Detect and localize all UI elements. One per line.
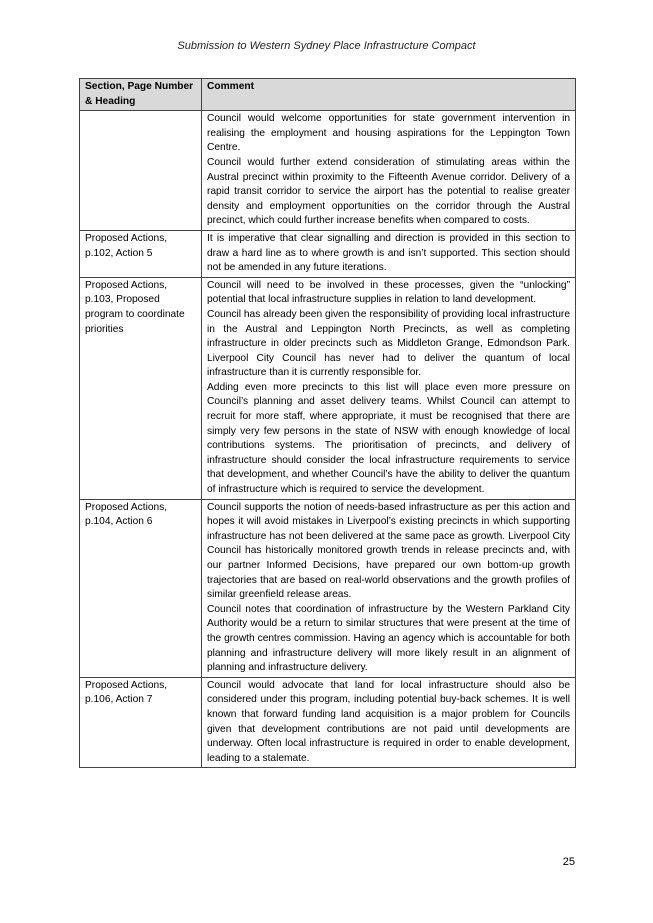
comment-paragraph: Council would welcome opportunities for state government intervention in realising the employment and housing aspirations for the Leppington Town Centre. xyxy=(207,113,570,154)
comment-cell xyxy=(202,230,576,277)
comment-paragraph: Adding even more precincts to this list will place even more pressure on Council’s planning and asset delivery teams. Whilst Council can attempt to recruit for more staff, where appropriate, it must be recognised that there are simply very few persons in the state of NSW with enough knowledge of local contributions systems. The prioritisation of precincts, and delivery of infrastructure should consider the local infrastructure requirements to service that development, and whether Council’s have the ability to deliver the quantum of infrastructure which is required to service the development. xyxy=(207,381,570,496)
section-cell: Proposed Actions, p.104, Action 6 xyxy=(80,499,202,677)
comment-column-header: Comment xyxy=(202,79,576,111)
comment-paragraph: Council has already been given the responsibility of providing local infrastructure in the Austral and Leppington North Precincts, as well as completing infrastructure in older precincts such as Middleton Grange, Edmondson Park. Liverpool City Council has never had to deliver the quantum of local infrastructure than it is currently responsible for. xyxy=(207,308,570,379)
section-cell: Proposed Actions, p.102, Action 5 xyxy=(80,230,202,277)
section-cell: Proposed Actions, p.103, Proposed program to coordinate priorities xyxy=(80,277,202,499)
page-header: Submission to Western Sydney Place Infrastructure Compact xyxy=(177,40,476,52)
comments-table xyxy=(79,78,576,768)
comment-cell xyxy=(202,277,576,499)
table-row xyxy=(80,277,576,499)
comment-paragraph: It is imperative that clear signalling and direction is provided in this section to draw a hard line as to where growth is and isn’t supported. This section should not be amended in any future iterations. xyxy=(207,232,570,274)
comment-cell xyxy=(202,677,576,768)
comment-paragraph: Council would further extend consideration of stimulating areas within the Austral precinct within proximity to the Fifteenth Avenue corridor. Delivery of a rapid transit corridor to service the airport has the potential to realise greater density and employment opportunities on the corridor through the Austral precinct, which could further increase benefits when compared to costs. xyxy=(207,156,570,227)
section-column-header: Section, Page Number & Heading xyxy=(80,79,202,111)
section-cell xyxy=(80,111,202,231)
table-row xyxy=(80,111,576,231)
comment-cell xyxy=(202,499,576,677)
table-row xyxy=(80,499,576,677)
section-cell: Proposed Actions, p.106, Action 7 xyxy=(80,677,202,768)
comment-paragraph: Council would advocate that land for local infrastructure should also be considered under this program, including potential buy-back schemes. It is well known that forward funding land acquisition is a major problem for Councils given that development contributions are not paid until developments are underway. Often local infrastructure is required in order to enable development, leading to a stalemate. xyxy=(207,679,570,764)
table-row xyxy=(80,230,576,277)
page-number: 25 xyxy=(562,856,575,868)
comment-paragraph: Council supports the notion of needs-based infrastructure as per this action and hopes it will avoid mistakes in Liverpool’s existing precincts in which supporting infrastructure has not been delivered at the same pace as growth. Liverpool City Council has historically monitored growth trends in release precincts and, with our partner Informed Decisions, have prepared our own bottom-up growth trajectories that are based on real-world observations and the growth profiles of similar greenfield release areas. xyxy=(207,501,570,601)
table-header-row xyxy=(80,79,576,111)
comment-cell xyxy=(202,111,576,231)
comment-paragraph: Council notes that coordination of infrastructure by the Western Parkland City Authority would be a return to similar structures that were present at the time of the growth centres commission. Having an agency which is accountable for both planning and infrastructure delivery will more likely result in an alignment of planning and infrastructure delivery. xyxy=(207,603,570,674)
table-row xyxy=(80,677,576,768)
comment-paragraph: Council will need to be involved in these processes, given the “unlocking” potential that local infrastructure supplies in relation to land development. xyxy=(207,279,570,306)
